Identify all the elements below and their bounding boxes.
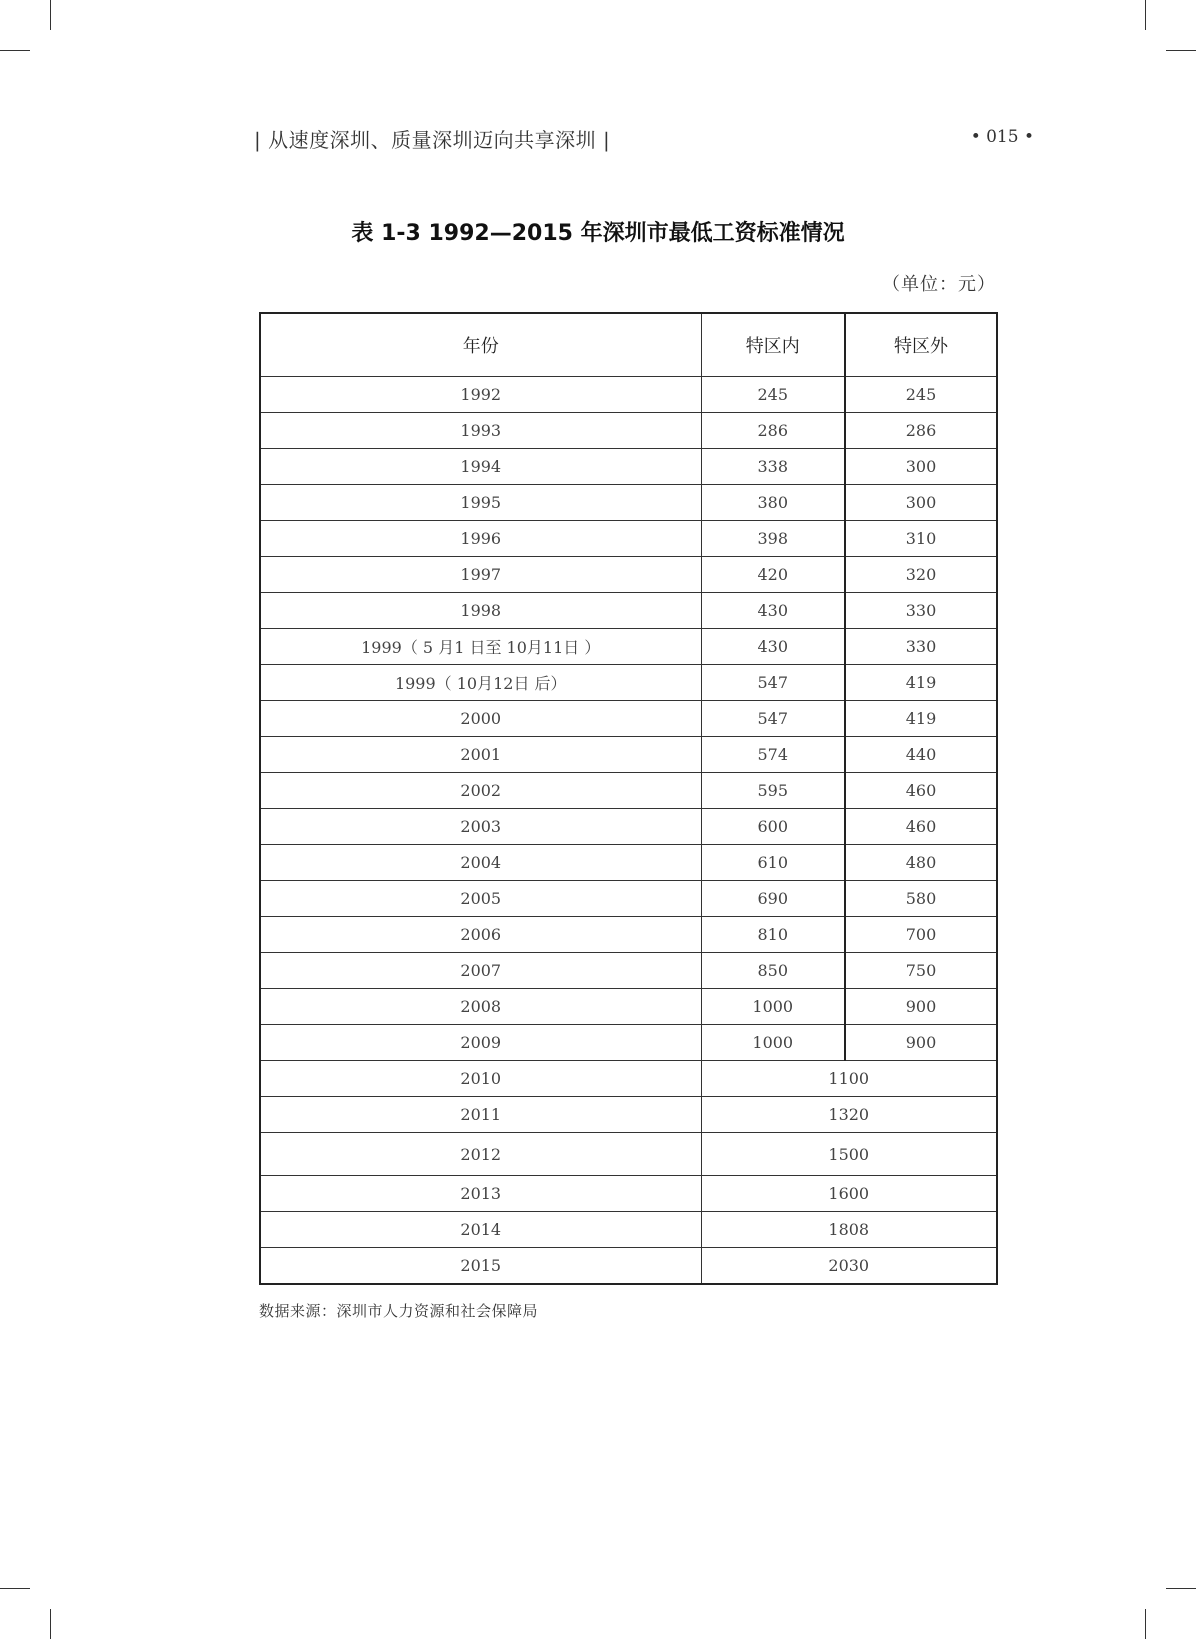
cell-outside: 750 <box>845 953 997 989</box>
cell-year: 2014 <box>260 1212 701 1248</box>
table-title: 表 1-3 1992—2015 年深圳市最低工资标准情况 <box>351 221 845 246</box>
cell-inside: 595 <box>701 773 845 809</box>
cell-outside: 245 <box>845 377 997 413</box>
cell-merged-value: 1320 <box>701 1097 997 1133</box>
table-row <box>260 665 997 701</box>
table-row <box>260 629 997 665</box>
cell-year: 2012 <box>260 1133 701 1176</box>
table-row <box>260 521 997 557</box>
cell-outside: 700 <box>845 917 997 953</box>
cell-outside: 300 <box>845 449 997 485</box>
table-row <box>260 485 997 521</box>
crop-mark <box>1145 0 1146 30</box>
unit-label: （单位：元） <box>882 274 996 295</box>
cell-outside: 580 <box>845 881 997 917</box>
cell-inside: 574 <box>701 737 845 773</box>
table-row <box>260 449 997 485</box>
cell-merged-value: 1500 <box>701 1133 997 1176</box>
cell-outside: 900 <box>845 989 997 1025</box>
cell-year: 2008 <box>260 989 701 1025</box>
crop-mark <box>50 0 51 30</box>
cell-inside: 245 <box>701 377 845 413</box>
wage-table <box>259 312 998 1285</box>
cell-year: 1995 <box>260 485 701 521</box>
table-body <box>260 377 997 1285</box>
cell-outside: 460 <box>845 809 997 845</box>
cell-outside: 419 <box>845 665 997 701</box>
cell-inside: 1000 <box>701 1025 845 1061</box>
cell-year: 2006 <box>260 917 701 953</box>
cell-year: 1992 <box>260 377 701 413</box>
crop-mark <box>1166 50 1196 51</box>
table-row <box>260 809 997 845</box>
table-row <box>260 593 997 629</box>
table-row <box>260 1248 997 1285</box>
cell-outside: 310 <box>845 521 997 557</box>
table-row <box>260 1025 997 1061</box>
table-row <box>260 917 997 953</box>
running-title: | 从速度深圳、质量深圳迈向共享深圳 | <box>254 128 611 152</box>
cell-inside: 810 <box>701 917 845 953</box>
cell-year: 1996 <box>260 521 701 557</box>
cell-inside: 610 <box>701 845 845 881</box>
table-row <box>260 953 997 989</box>
table-row <box>260 1176 997 1212</box>
table-row <box>260 1133 997 1176</box>
cell-year: 1993 <box>260 413 701 449</box>
cell-merged-value: 1600 <box>701 1176 997 1212</box>
cell-year: 2013 <box>260 1176 701 1212</box>
cell-inside: 430 <box>701 629 845 665</box>
cell-outside: 330 <box>845 629 997 665</box>
cell-year: 1997 <box>260 557 701 593</box>
cell-merged-value: 2030 <box>701 1248 997 1285</box>
table-row <box>260 557 997 593</box>
column-header-inside: 特区内 <box>701 313 845 377</box>
table-row <box>260 413 997 449</box>
cell-inside: 690 <box>701 881 845 917</box>
table-row <box>260 1212 997 1248</box>
crop-mark <box>50 1609 51 1639</box>
cell-inside: 850 <box>701 953 845 989</box>
cell-year: 1998 <box>260 593 701 629</box>
cell-inside: 600 <box>701 809 845 845</box>
cell-inside: 430 <box>701 593 845 629</box>
cell-outside: 286 <box>845 413 997 449</box>
cell-inside: 380 <box>701 485 845 521</box>
cell-year: 1994 <box>260 449 701 485</box>
table-row <box>260 845 997 881</box>
cell-year: 2003 <box>260 809 701 845</box>
cell-inside: 420 <box>701 557 845 593</box>
cell-outside: 320 <box>845 557 997 593</box>
table-row <box>260 1061 997 1097</box>
cell-outside: 330 <box>845 593 997 629</box>
column-header-year: 年份 <box>260 313 701 377</box>
cell-year: 1999（ 5 月1 日至 10月11日 ） <box>260 629 701 665</box>
page-number: • 015 • <box>970 127 1034 147</box>
cell-year: 2004 <box>260 845 701 881</box>
cell-outside: 480 <box>845 845 997 881</box>
table-row <box>260 1097 997 1133</box>
cell-merged-value: 1100 <box>701 1061 997 1097</box>
cell-year: 2000 <box>260 701 701 737</box>
source-note: 数据来源：深圳市人力资源和社会保障局 <box>259 1302 539 1320</box>
table-row <box>260 377 997 413</box>
cell-inside: 338 <box>701 449 845 485</box>
cell-inside: 398 <box>701 521 845 557</box>
cell-outside: 900 <box>845 1025 997 1061</box>
cell-year: 2015 <box>260 1248 701 1285</box>
cell-year: 2002 <box>260 773 701 809</box>
cell-inside: 547 <box>701 701 845 737</box>
crop-mark <box>1145 1609 1146 1639</box>
crop-mark <box>1166 1588 1196 1589</box>
table-row <box>260 701 997 737</box>
table-row <box>260 989 997 1025</box>
cell-inside: 1000 <box>701 989 845 1025</box>
table-row <box>260 737 997 773</box>
cell-year: 2009 <box>260 1025 701 1061</box>
cell-year: 2005 <box>260 881 701 917</box>
crop-mark <box>0 1588 30 1589</box>
crop-mark <box>0 50 30 51</box>
cell-inside: 547 <box>701 665 845 701</box>
cell-outside: 419 <box>845 701 997 737</box>
table-header-row <box>260 313 997 377</box>
cell-inside: 286 <box>701 413 845 449</box>
cell-year: 1999（ 10月12日 后） <box>260 665 701 701</box>
cell-year: 2001 <box>260 737 701 773</box>
cell-outside: 300 <box>845 485 997 521</box>
cell-year: 2010 <box>260 1061 701 1097</box>
table-row <box>260 881 997 917</box>
cell-merged-value: 1808 <box>701 1212 997 1248</box>
table-row <box>260 773 997 809</box>
column-header-outside: 特区外 <box>845 313 997 377</box>
cell-year: 2011 <box>260 1097 701 1133</box>
cell-outside: 460 <box>845 773 997 809</box>
cell-outside: 440 <box>845 737 997 773</box>
cell-year: 2007 <box>260 953 701 989</box>
